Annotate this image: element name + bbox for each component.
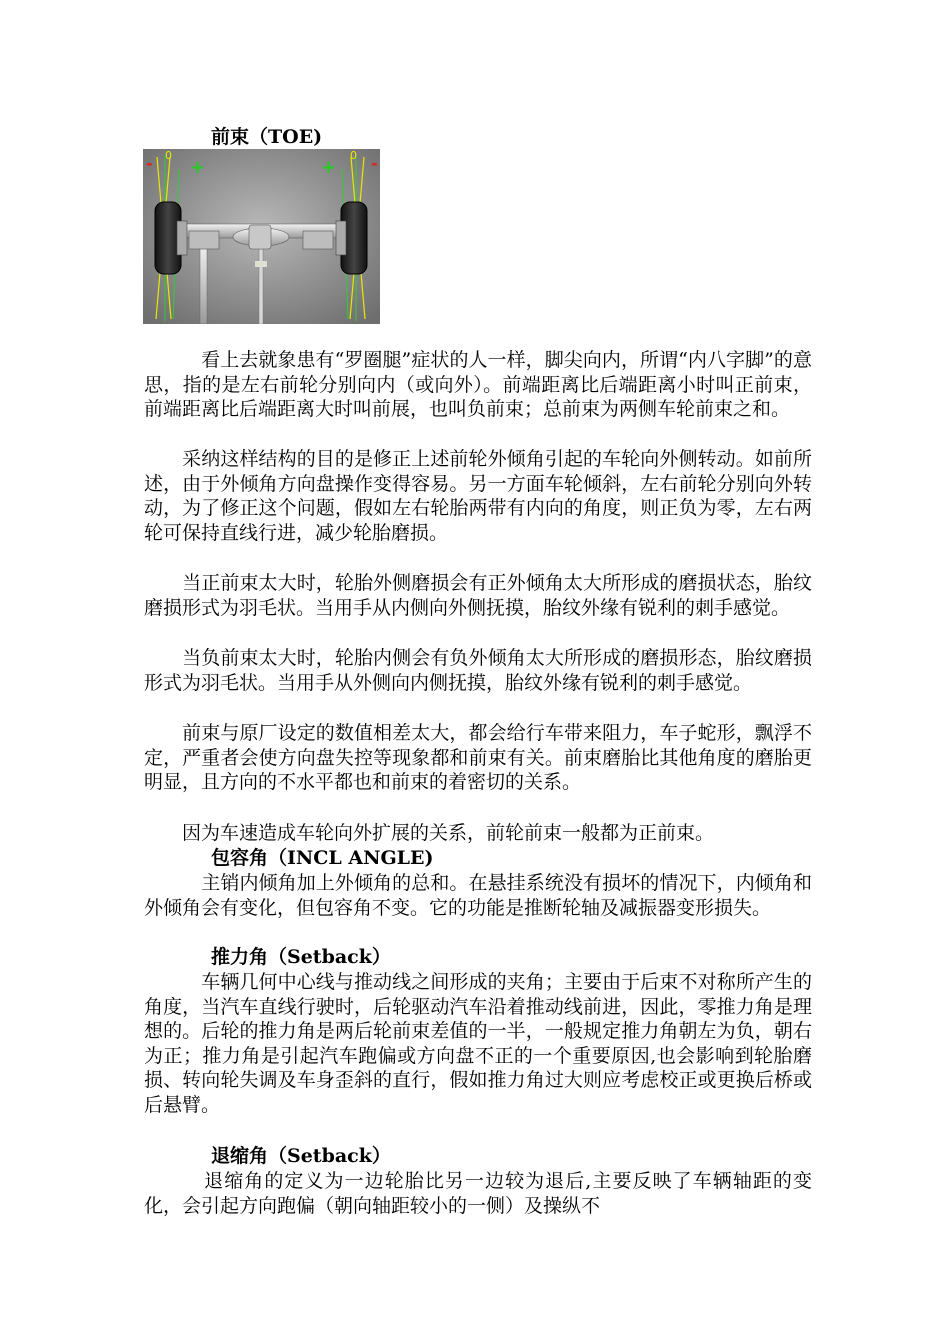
center-base bbox=[255, 261, 267, 267]
plus-marker-left: + bbox=[190, 157, 206, 178]
minus-marker-right: - bbox=[371, 154, 378, 173]
toe-paragraph-5: 前束与原厂设定的数值相差太大，都会给行车带来阻力，车子蛇形，飘浮不定，严重者会使方向盘失控等现象都和前束有关。前束磨胎比其他角度的磨胎更明显，且方向的不水平都也和前束的着密切的关系。 bbox=[144, 722, 812, 794]
thrust-angle-paragraph: 车辆几何中心线与推动线之间形成的夹角；主要由于后束不对称所产生的角度，当汽车直线行驶时，后轮驱动汽车沿着推动线前进，因此，零推力角是理想的。后轮的推力角是两后轮前束差值的一半，一般规定推力角朝左为负，朝右为正；推力角是引起汽车跑偏或方向盘不正的一个重要原因,也会影响到轮胎磨损、转向轮失调及车身歪斜的直行，假如推力角过大则应考虑校正或更换后桥或后悬臂。 bbox=[144, 971, 812, 1116]
right-hub bbox=[336, 221, 346, 255]
right-knuckle bbox=[303, 231, 333, 249]
setback-paragraph: 退缩角的定义为一边轮胎比另一边较为退后,主要反映了车辆轴距的变化，会引起方向跑偏（朝向轴距较小的一侧）及操纵不 bbox=[144, 1170, 812, 1217]
section-heading-incl-angle: 包容角（INCL ANGLE) bbox=[211, 847, 434, 869]
toe-paragraph-2: 采纳这样结构的目的是修正上述前轮外倾角引起的车轮向外侧转动。如前所述，由于外倾角方向盘操作变得容易。另一方面车轮倾斜，左右前轮分别向外转动，为了修正这个问题，假如左右轮胎两带有内向的角度，则正负为零，左右两轮可保持直线行进，减少轮胎磨损。 bbox=[144, 448, 812, 544]
toe-alignment-illustration bbox=[143, 149, 380, 324]
zero-marker-right: 0 bbox=[350, 149, 357, 162]
minus-marker-left: - bbox=[146, 154, 153, 173]
plus-marker-right: + bbox=[321, 157, 337, 178]
center-rod bbox=[259, 249, 263, 324]
toe-paragraph-4: 当负前束太大时，轮胎内侧会有负外倾角太大所形成的磨损形态，胎纹磨损形式为羽毛状。当用手从外侧向内侧抚摸，胎纹外缘有锐利的刺手感觉。 bbox=[144, 647, 812, 694]
toe-paragraph-6: 因为车速造成车轮向外扩展的关系，前轮前束一般都为正前束。 bbox=[144, 822, 715, 844]
section-heading-setback: 退缩角（Setback） bbox=[211, 1145, 391, 1167]
incl-angle-paragraph: 主销内倾角加上外倾角的总和。在悬挂系统没有损坏的情况下，内倾角和外倾角会有变化，但包容角不变。它的功能是推断轮轴及减振器变形损失。 bbox=[144, 872, 812, 919]
toe-paragraph-3: 当正前束太大时，轮胎外侧磨损会有正外倾角太大所形成的磨损状态，胎纹磨损形式为羽毛状。当用手从内侧向外侧抚摸，胎纹外缘有锐利的刺手感觉。 bbox=[144, 572, 812, 619]
section-heading-toe: 前束（TOE) bbox=[211, 126, 323, 148]
zero-marker-left: 0 bbox=[165, 149, 172, 162]
left-knuckle bbox=[189, 231, 219, 249]
section-heading-thrust-angle: 推力角（Setback） bbox=[211, 946, 391, 968]
left-support-rod bbox=[200, 244, 207, 324]
toe-paragraph-1: 看上去就象患有“罗圈腿”症状的人一样，脚尖向内，所谓“内八字脚”的意思，指的是左右前轮分别向内（或向外）。前端距离比后端距离小时叫正前束，前端距离比后端距离大时叫前展，也叫负前束；总前束为两侧车轮前束之和。 bbox=[144, 349, 812, 421]
toe-diagram-svg bbox=[143, 149, 380, 324]
left-hub bbox=[177, 221, 187, 255]
center-joint bbox=[249, 225, 271, 249]
